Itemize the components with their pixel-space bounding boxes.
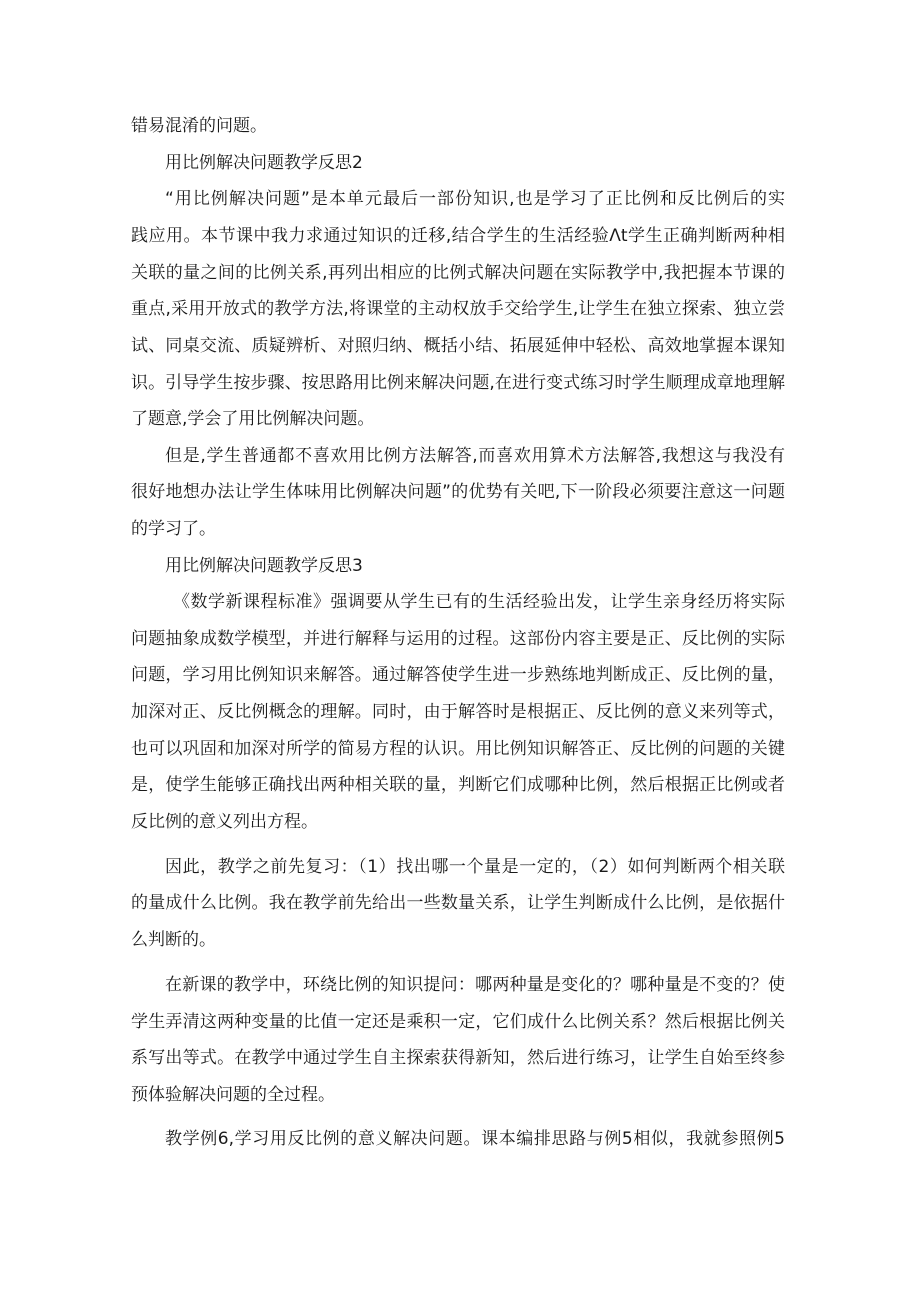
text-line: 么判断的。 <box>131 930 216 950</box>
text-line: 的学习了。 <box>131 519 216 539</box>
text-line: 问题抽象成数学模型，并进行解释与运用的过程。这部份内容主要是正、反比例的实际 <box>131 629 785 649</box>
text-line: 因此，教学之前先复习：（1）找出哪一个量是一定的，（2）如何判断两个相关联 <box>165 857 785 877</box>
text-line: 识。引导学生按步骤、按思路用比例来解决问题,在进行变式练习时学生顺理成章地理解 <box>131 373 785 393</box>
text-line: 很好地想办法让学生体味用比例解决问题”的优势有关吧,下一阶段必须要注意这一问题 <box>131 482 785 502</box>
text-line: 教学例6,学习用反比例的意义解决问题。课本编排思路与例5相似，我就参照例5 <box>165 1129 785 1149</box>
section-heading: 用比例解决问题教学反思2 <box>165 153 363 173</box>
text-line: 错易混淆的问题。 <box>131 116 267 136</box>
text-line: 也可以巩固和加深对所学的简易方程的认识。用比例知识解答正、反比例的问题的关键 <box>131 739 785 759</box>
text-line: 在新课的教学中，环绕比例的知识提问：哪两种量是变化的？哪种量是不变的？使 <box>165 975 785 995</box>
text-line: 问题，学习用比例知识来解答。通过解答使学生进一步熟练地判断成正、反比例的量， <box>131 665 785 685</box>
text-line: 践应用。本节课中我力求通过知识的迁移,结合学生的生活经验Λt学生正确判断两种相 <box>131 226 785 246</box>
text-line: 关联的量之间的比例关系,再列出相应的比例式解决问题在实际教学中,我把握本节课的 <box>131 263 785 283</box>
text-line: 试、同桌交流、质疑辨析、对照归纳、概括小结、拓展延伸中轻松、高效地掌握本课知 <box>131 336 785 356</box>
text-line: 《数学新课程标准》强调要从学生已有的生活经验出发，让学生亲身经历将实际 <box>173 592 785 612</box>
text-line: 重点,采用开放式的教学方法,将课堂的主动权放手交给学生,让学生在独立探索、独立尝 <box>131 299 785 319</box>
text-line: 是，使学生能够正确找出两种相关联的量，判断它们成哪种比例，然后根据正比例或者 <box>131 775 785 795</box>
text-line: 但是,学生普通都不喜欢用比例方法解答,而喜欢用算术方法解答,我想这与我没有 <box>165 446 785 466</box>
text-line: 加深对正、反比例概念的理解。同时，由于解答时是根据正、反比例的意义来列等式， <box>131 702 785 722</box>
text-line: 学生弄清这两种变量的比值一定还是乘积一定，它们成什么比例关系？然后根据比例关 <box>131 1012 785 1032</box>
text-line: “用比例解决问题”是本单元最后一部份知识,也是学习了正比例和反比例后的实 <box>165 189 785 209</box>
text-line: 的量成什么比例。我在教学前先给出一些数量关系，让学生判断成什么比例，是依据什 <box>131 893 785 913</box>
section-heading: 用比例解决问题教学反思3 <box>165 556 363 576</box>
text-line: 反比例的意义列出方程。 <box>131 812 318 832</box>
text-line: 了题意,学会了用比例解决问题。 <box>131 409 375 429</box>
text-line: 预体验解决问题的全过程。 <box>131 1085 335 1105</box>
text-line: 系写出等式。在教学中通过学生自主探索获得新知，然后进行练习，让学生自始至终参 <box>131 1048 785 1068</box>
